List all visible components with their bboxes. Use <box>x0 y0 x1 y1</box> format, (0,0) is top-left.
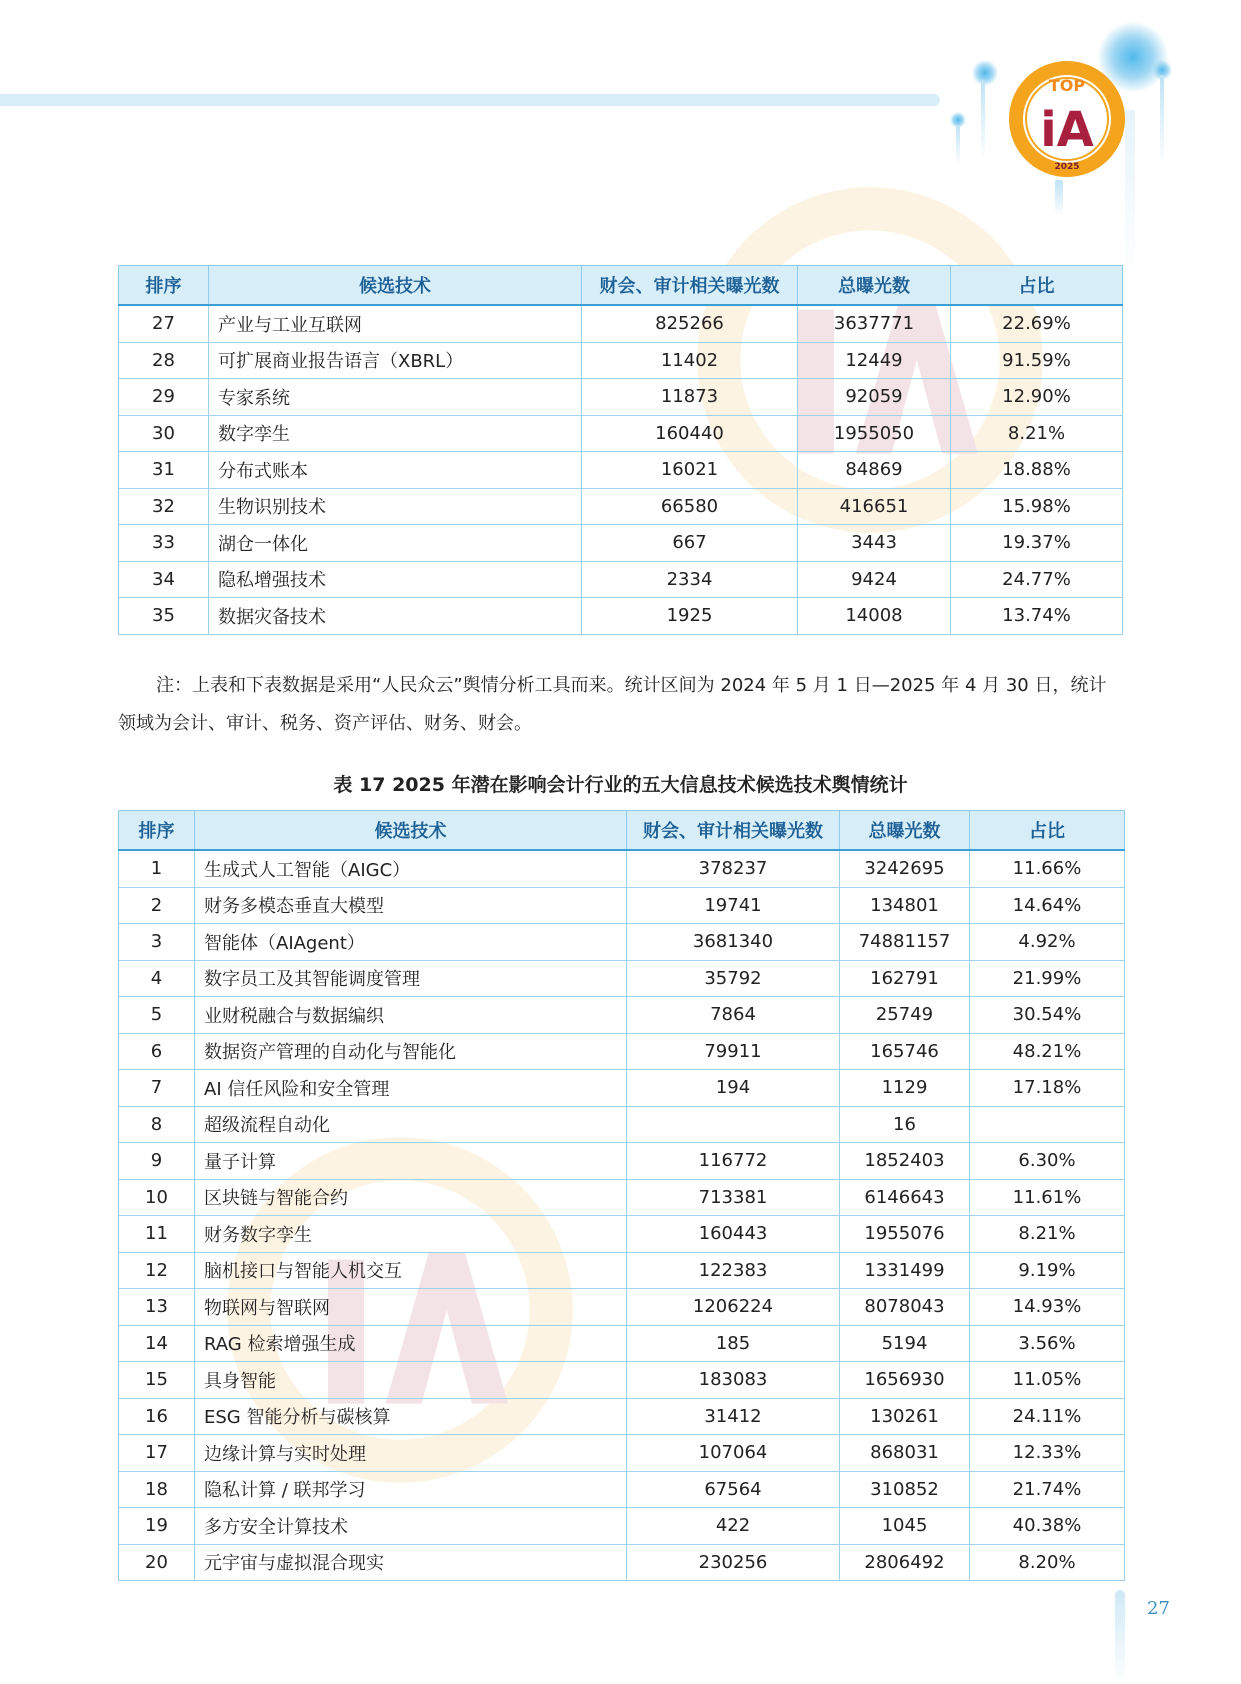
cell-rank: 29 <box>119 379 209 416</box>
cell-ratio: 11.66% <box>970 850 1125 887</box>
cell-rank: 20 <box>119 1544 195 1581</box>
table-row <box>119 1070 1125 1107</box>
page-number: 27 <box>1147 1598 1170 1619</box>
cell-technology: 边缘计算与实时处理 <box>195 1435 627 1472</box>
cell-accounting-exposure: 3681340 <box>627 924 840 961</box>
header-technology: 候选技术 <box>195 811 627 851</box>
header-total-exposure: 总曝光数 <box>798 266 951 306</box>
cell-accounting-exposure: 713381 <box>627 1179 840 1216</box>
cell-technology: 量子计算 <box>195 1143 627 1180</box>
cell-technology: 生物识别技术 <box>209 488 582 525</box>
table-row <box>119 379 1123 416</box>
table-row <box>119 1106 1125 1143</box>
cell-total-exposure: 74881157 <box>840 924 970 961</box>
cell-total-exposure: 165746 <box>840 1033 970 1070</box>
cell-total-exposure: 134801 <box>840 887 970 924</box>
table-row <box>119 452 1123 489</box>
cell-ratio: 12.33% <box>970 1435 1125 1472</box>
table-header-row <box>119 266 1123 306</box>
header-accounting-exposure: 财会、审计相关曝光数 <box>582 266 798 306</box>
header-decor-bar <box>0 94 940 106</box>
cell-rank: 15 <box>119 1362 195 1399</box>
cell-total-exposure: 1656930 <box>840 1362 970 1399</box>
cell-ratio: 12.90% <box>951 379 1123 416</box>
cell-total-exposure: 1955050 <box>798 415 951 452</box>
table-row <box>119 1289 1125 1326</box>
cell-technology: 隐私增强技术 <box>209 561 582 598</box>
cell-technology: 产业与工业互联网 <box>209 305 582 342</box>
cell-total-exposure: 92059 <box>798 379 951 416</box>
cell-ratio: 21.74% <box>970 1471 1125 1508</box>
logo-main-text: iA <box>1040 102 1094 158</box>
table-row <box>119 561 1123 598</box>
cell-ratio: 8.21% <box>970 1216 1125 1253</box>
table-row <box>119 1398 1125 1435</box>
cell-technology: AI 信任风险和安全管理 <box>195 1070 627 1107</box>
cell-rank: 34 <box>119 561 209 598</box>
cell-technology: RAG 检索增强生成 <box>195 1325 627 1362</box>
table-note: 注：上表和下表数据是采用“人民众云”舆情分析工具而来。统计区间为 2024 年 5 月 1 日—2025 年 4 月 30 日，统计领域为会计、审计、税务、资产评估、财务、财会。 <box>118 675 1107 734</box>
header-ratio: 占比 <box>970 811 1125 851</box>
cell-accounting-exposure: 1206224 <box>627 1289 840 1326</box>
cell-technology: 生成式人工智能（AIGC） <box>195 850 627 887</box>
header-technology: 候选技术 <box>209 266 582 306</box>
cell-accounting-exposure: 67564 <box>627 1471 840 1508</box>
cell-total-exposure: 162791 <box>840 960 970 997</box>
cell-rank: 30 <box>119 415 209 452</box>
cell-accounting-exposure: 667 <box>582 525 798 562</box>
cell-total-exposure: 1045 <box>840 1508 970 1545</box>
cell-technology: 隐私计算 / 联邦学习 <box>195 1471 627 1508</box>
table-row <box>119 488 1123 525</box>
table-header-row <box>119 811 1125 851</box>
table-row <box>119 525 1123 562</box>
cell-total-exposure: 9424 <box>798 561 951 598</box>
header-decor-line <box>956 125 960 165</box>
header-total-exposure: 总曝光数 <box>840 811 970 851</box>
table-row <box>119 997 1125 1034</box>
cell-total-exposure: 3242695 <box>840 850 970 887</box>
page-number-bar <box>1115 1590 1125 1684</box>
cell-rank: 35 <box>119 598 209 635</box>
cell-rank: 32 <box>119 488 209 525</box>
cell-technology: 多方安全计算技术 <box>195 1508 627 1545</box>
cell-total-exposure: 1852403 <box>840 1143 970 1180</box>
cell-ratio: 91.59% <box>951 342 1123 379</box>
cell-technology: 元宇宙与虚拟混合现实 <box>195 1544 627 1581</box>
cell-total-exposure: 16 <box>840 1106 970 1143</box>
header-accounting-exposure: 财会、审计相关曝光数 <box>627 811 840 851</box>
cell-total-exposure: 1129 <box>840 1070 970 1107</box>
cell-technology: 湖仓一体化 <box>209 525 582 562</box>
cell-accounting-exposure: 185 <box>627 1325 840 1362</box>
logo-year: 2025 <box>1054 162 1080 172</box>
cell-ratio: 24.11% <box>970 1398 1125 1435</box>
cell-accounting-exposure: 160443 <box>627 1216 840 1253</box>
table-row <box>119 1362 1125 1399</box>
cell-rank: 4 <box>119 960 195 997</box>
cell-technology: 业财税融合与数据编织 <box>195 997 627 1034</box>
cell-accounting-exposure: 7864 <box>627 997 840 1034</box>
cell-technology: 分布式账本 <box>209 452 582 489</box>
cell-total-exposure: 1955076 <box>840 1216 970 1253</box>
cell-technology: 区块链与智能合约 <box>195 1179 627 1216</box>
table-row <box>119 1508 1125 1545</box>
cell-rank: 7 <box>119 1070 195 1107</box>
candidate-tech-table-continued <box>118 265 1123 635</box>
cell-ratio: 18.88% <box>951 452 1123 489</box>
cell-rank: 31 <box>119 452 209 489</box>
cell-rank: 3 <box>119 924 195 961</box>
cell-accounting-exposure: 16021 <box>582 452 798 489</box>
cell-total-exposure: 1331499 <box>840 1252 970 1289</box>
cell-ratio: 40.38% <box>970 1508 1125 1545</box>
table-17-caption: 表 17 2025 年潜在影响会计行业的五大信息技术候选技术舆情统计 <box>333 774 908 796</box>
cell-total-exposure: 2806492 <box>840 1544 970 1581</box>
cell-rank: 18 <box>119 1471 195 1508</box>
header-decor-bar-vertical <box>1125 110 1135 280</box>
cell-rank: 17 <box>119 1435 195 1472</box>
cell-rank: 11 <box>119 1216 195 1253</box>
cell-ratio <box>970 1106 1125 1143</box>
cell-accounting-exposure: 825266 <box>582 305 798 342</box>
cell-ratio: 6.30% <box>970 1143 1125 1180</box>
cell-ratio: 21.99% <box>970 960 1125 997</box>
cell-total-exposure: 14008 <box>798 598 951 635</box>
table-row <box>119 924 1125 961</box>
cell-accounting-exposure: 1925 <box>582 598 798 635</box>
header-rank: 排序 <box>119 811 195 851</box>
table-row <box>119 415 1123 452</box>
cell-total-exposure: 3443 <box>798 525 951 562</box>
table-17 <box>118 810 1125 1581</box>
cell-total-exposure: 868031 <box>840 1435 970 1472</box>
cell-technology: 智能体（AIAgent） <box>195 924 627 961</box>
header-decor-line <box>1160 75 1164 165</box>
cell-ratio: 11.05% <box>970 1362 1125 1399</box>
cell-rank: 6 <box>119 1033 195 1070</box>
cell-total-exposure: 130261 <box>840 1398 970 1435</box>
table-row <box>119 1033 1125 1070</box>
cell-total-exposure: 416651 <box>798 488 951 525</box>
cell-accounting-exposure: 19741 <box>627 887 840 924</box>
cell-rank: 5 <box>119 997 195 1034</box>
cell-rank: 8 <box>119 1106 195 1143</box>
cell-total-exposure: 3637771 <box>798 305 951 342</box>
cell-ratio: 22.69% <box>951 305 1123 342</box>
cell-accounting-exposure: 122383 <box>627 1252 840 1289</box>
table-row <box>119 1179 1125 1216</box>
header-rank: 排序 <box>119 266 209 306</box>
cell-accounting-exposure: 66580 <box>582 488 798 525</box>
cell-technology: 财务数字孪生 <box>195 1216 627 1253</box>
cell-accounting-exposure: 230256 <box>627 1544 840 1581</box>
top-ia-logo <box>1008 60 1126 178</box>
cell-ratio: 4.92% <box>970 924 1125 961</box>
cell-ratio: 30.54% <box>970 997 1125 1034</box>
cell-total-exposure: 6146643 <box>840 1179 970 1216</box>
cell-technology: 具身智能 <box>195 1362 627 1399</box>
cell-total-exposure: 12449 <box>798 342 951 379</box>
cell-rank: 13 <box>119 1289 195 1326</box>
cell-total-exposure: 25749 <box>840 997 970 1034</box>
cell-technology: 数字孪生 <box>209 415 582 452</box>
table-row <box>119 1143 1125 1180</box>
cell-technology: 专家系统 <box>209 379 582 416</box>
cell-ratio: 9.19% <box>970 1252 1125 1289</box>
cell-ratio: 8.21% <box>951 415 1123 452</box>
cell-accounting-exposure: 31412 <box>627 1398 840 1435</box>
cell-total-exposure: 8078043 <box>840 1289 970 1326</box>
cell-total-exposure: 5194 <box>840 1325 970 1362</box>
cell-accounting-exposure: 35792 <box>627 960 840 997</box>
cell-rank: 19 <box>119 1508 195 1545</box>
cell-rank: 12 <box>119 1252 195 1289</box>
cell-accounting-exposure: 11402 <box>582 342 798 379</box>
header-ratio: 占比 <box>951 266 1123 306</box>
header-glow-dot <box>972 60 998 86</box>
cell-rank: 16 <box>119 1398 195 1435</box>
table-row <box>119 1325 1125 1362</box>
cell-ratio: 14.64% <box>970 887 1125 924</box>
cell-ratio: 15.98% <box>951 488 1123 525</box>
cell-ratio: 11.61% <box>970 1179 1125 1216</box>
cell-ratio: 17.18% <box>970 1070 1125 1107</box>
cell-accounting-exposure: 79911 <box>627 1033 840 1070</box>
table-row <box>119 1252 1125 1289</box>
cell-accounting-exposure: 194 <box>627 1070 840 1107</box>
cell-accounting-exposure: 2334 <box>582 561 798 598</box>
table-row <box>119 1216 1125 1253</box>
cell-technology: 可扩展商业报告语言（XBRL） <box>209 342 582 379</box>
cell-technology: 数据资产管理的自动化与智能化 <box>195 1033 627 1070</box>
cell-rank: 28 <box>119 342 209 379</box>
cell-technology: 脑机接口与智能人机交互 <box>195 1252 627 1289</box>
cell-ratio: 24.77% <box>951 561 1123 598</box>
cell-ratio: 8.20% <box>970 1544 1125 1581</box>
cell-accounting-exposure: 422 <box>627 1508 840 1545</box>
cell-accounting-exposure: 183083 <box>627 1362 840 1399</box>
cell-technology: 数字员工及其智能调度管理 <box>195 960 627 997</box>
table-row <box>119 1544 1125 1581</box>
cell-ratio: 3.56% <box>970 1325 1125 1362</box>
cell-technology: ESG 智能分析与碳核算 <box>195 1398 627 1435</box>
table-row <box>119 1435 1125 1472</box>
cell-total-exposure: 84869 <box>798 452 951 489</box>
table-row <box>119 598 1123 635</box>
header-decor-line <box>1055 180 1063 216</box>
header-decor-line <box>981 80 985 160</box>
table-row <box>119 850 1125 887</box>
table-row <box>119 887 1125 924</box>
table-row <box>119 342 1123 379</box>
cell-accounting-exposure: 11873 <box>582 379 798 416</box>
cell-technology: 财务多模态垂直大模型 <box>195 887 627 924</box>
cell-ratio: 13.74% <box>951 598 1123 635</box>
cell-ratio: 14.93% <box>970 1289 1125 1326</box>
cell-accounting-exposure: 107064 <box>627 1435 840 1472</box>
cell-technology: 物联网与智联网 <box>195 1289 627 1326</box>
cell-rank: 14 <box>119 1325 195 1362</box>
cell-ratio: 48.21% <box>970 1033 1125 1070</box>
cell-accounting-exposure: 160440 <box>582 415 798 452</box>
cell-rank: 1 <box>119 850 195 887</box>
table-row <box>119 960 1125 997</box>
cell-accounting-exposure: 378237 <box>627 850 840 887</box>
logo-top-text: TOP <box>1048 76 1086 95</box>
cell-rank: 9 <box>119 1143 195 1180</box>
cell-accounting-exposure <box>627 1106 840 1143</box>
cell-rank: 10 <box>119 1179 195 1216</box>
cell-rank: 27 <box>119 305 209 342</box>
table-row <box>119 1471 1125 1508</box>
cell-technology: 超级流程自动化 <box>195 1106 627 1143</box>
cell-total-exposure: 310852 <box>840 1471 970 1508</box>
cell-accounting-exposure: 116772 <box>627 1143 840 1180</box>
cell-rank: 33 <box>119 525 209 562</box>
table-row <box>119 305 1123 342</box>
cell-technology: 数据灾备技术 <box>209 598 582 635</box>
cell-rank: 2 <box>119 887 195 924</box>
cell-ratio: 19.37% <box>951 525 1123 562</box>
